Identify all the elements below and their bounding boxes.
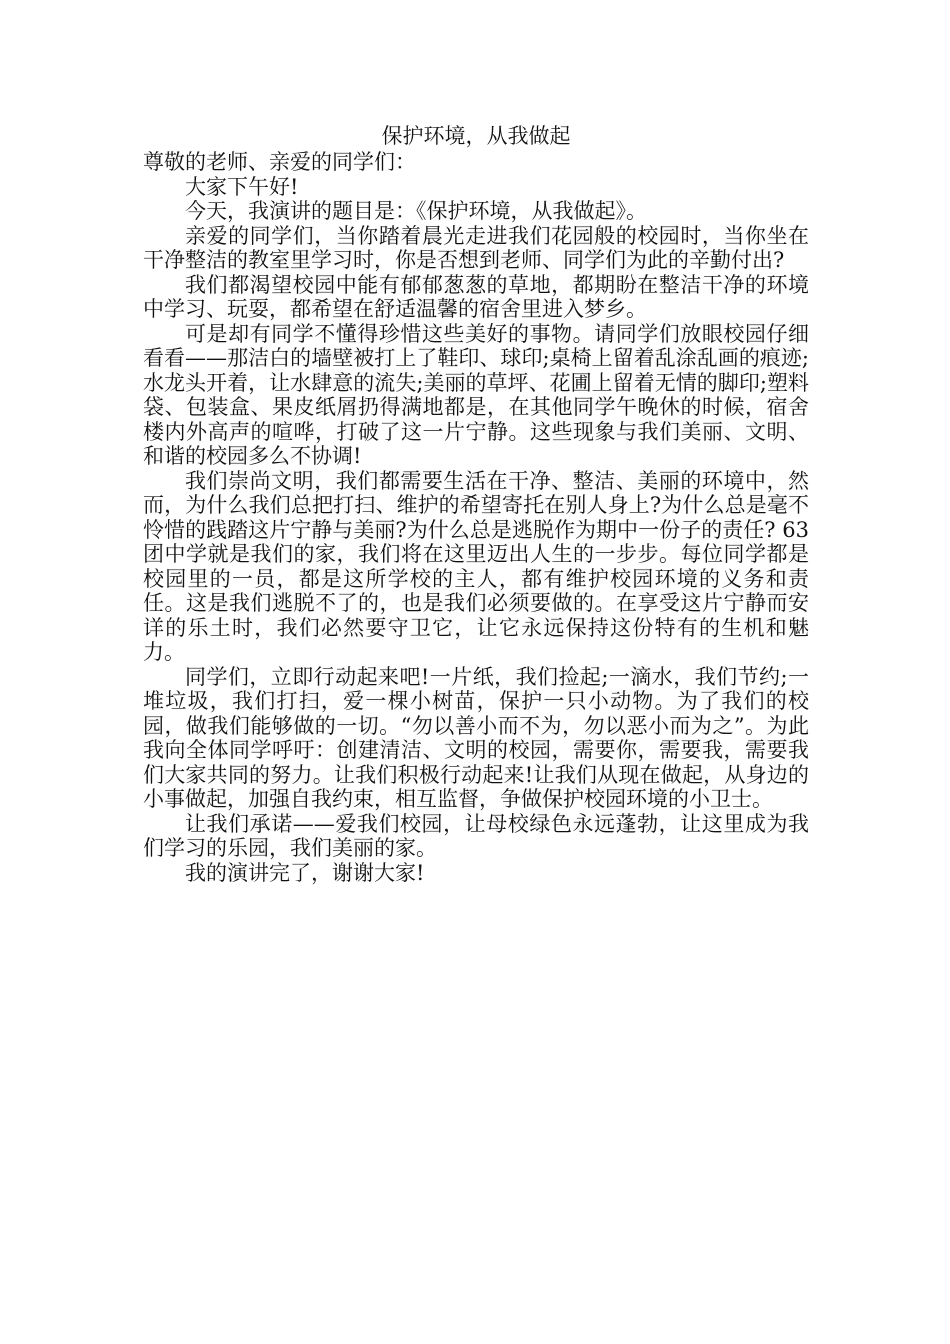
paragraph-topic: 今天，我演讲的题目是：《保护环境，从我做起》。 [185, 199, 647, 223]
paragraph-greeting: 大家下午好! [185, 174, 299, 199]
document-title: 保护环境，从我做起 [381, 124, 571, 148]
document-page [143, 122, 809, 885]
salutation: 尊敬的老师、亲爱的同学们： [143, 150, 416, 174]
paragraph-1: 亲爱的同学们，当你踏着晨光走进我们花园般的校园时，当你坐在干净整洁的教室里学习时，你是否想到老师、同学们为此的辛勤付出? [143, 223, 809, 272]
paragraph-4: 我们崇尚文明，我们都需要生活在干净、整洁、美丽的环境中，然而，为什么我们总把打扫、维护的希望寄托在别人身上?为什么总是毫不怜惜的践踏这片宁静与美丽?为什么总是逃脱作为期中一份子的责任? 63团中学就是我们的家，我们将在这里迈出人生的一步步。每位同学都是校园里的一员，都是这所学校的主人，都有维护校园环境的义务和责任。这是我们逃脱不了的，也是我们必须要做的。在享受这片宁静而安详的乐土时，我们必然要守卫它，让它永远保持这份特有的生机和魅力。 [143, 468, 809, 664]
paragraph-6: 让我们承诺——爱我们校园，让母校绿色永远蓬勃，让这里成为我们学习的乐园，我们美丽的家。 [143, 811, 809, 860]
paragraph-closing: 我的演讲完了，谢谢大家! [185, 860, 425, 885]
paragraph-5: 同学们，立即行动起来吧!一片纸，我们捡起;一滴水，我们节约;一堆垃圾，我们打扫，爱一棵小树苗，保护一只小动物。为了我们的校园，做我们能够做的一切。“勿以善小而不为，勿以恶小而为之”。为此我向全体同学呼吁：创建清洁、文明的校园，需要你，需要我，需要我们大家共同的努力。让我们积极行动起来!让我们从现在做起，从身边的小事做起，加强自我约束，相互监督，争做保护校园环境的小卫士。 [143, 664, 809, 811]
paragraph-2: 我们都渴望校园中能有郁郁葱葱的草地，都期盼在整洁干净的环境中学习、玩耍，都希望在舒适温馨的宿舍里进入梦乡。 [143, 272, 809, 321]
paragraph-3: 可是却有同学不懂得珍惜这些美好的事物。请同学们放眼校园仔细看看——那洁白的墙壁被打上了鞋印、球印;桌椅上留着乱涂乱画的痕迹;水龙头开着，让水肆意的流失;美丽的草坪、花圃上留着无情的脚印;塑料袋、包装盒、果皮纸屑扔得满地都是，在其他同学午晚休的时候，宿舍楼内外高声的喧哗，打破了这一片宁静。这些现象与我们美丽、文明、和谐的校园多么不协调! [143, 321, 809, 468]
